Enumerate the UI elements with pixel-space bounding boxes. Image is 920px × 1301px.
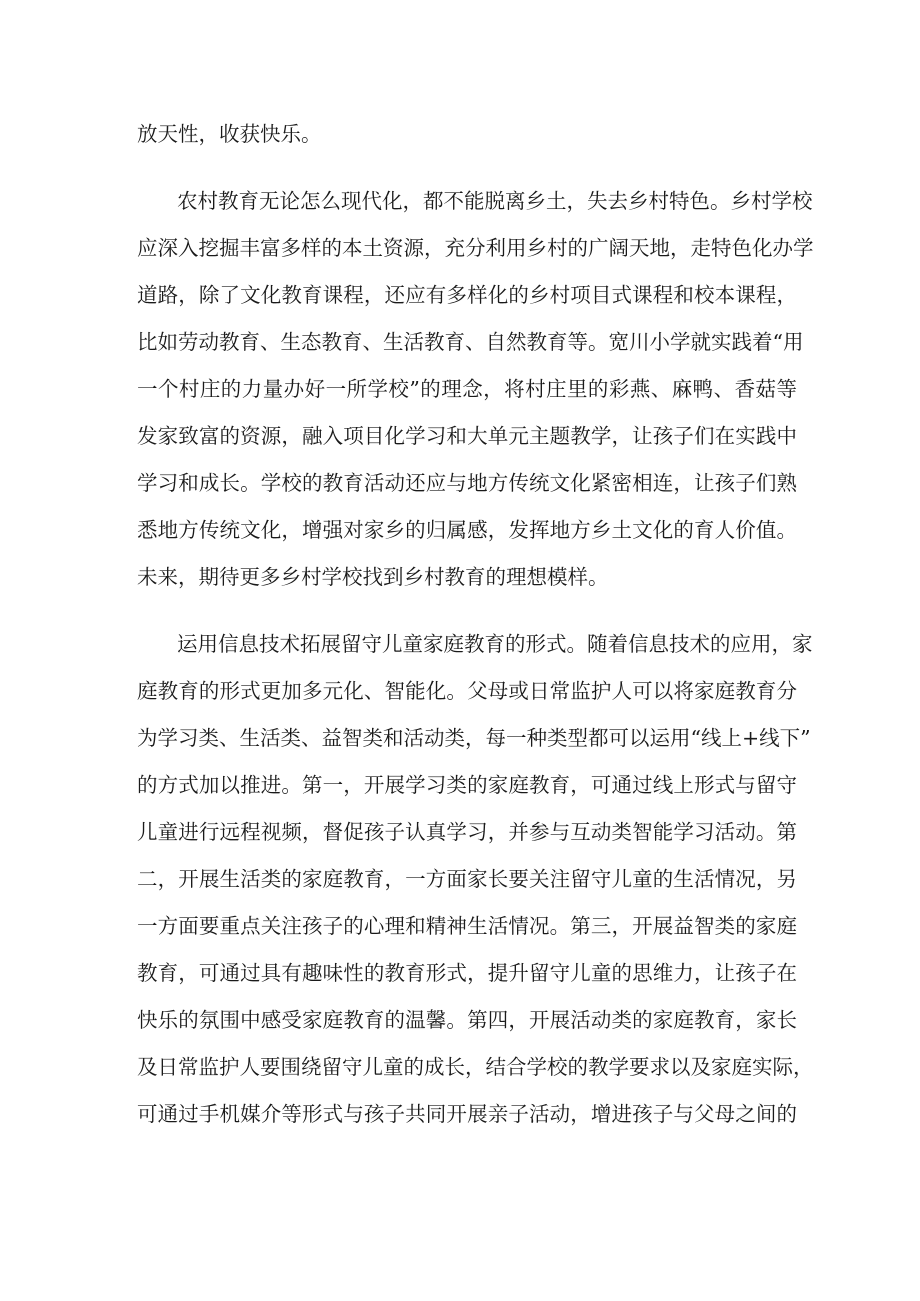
text-line: 二，开展生活类的家庭教育，一方面家长要关注留守儿童的生活情况，另 [137, 867, 797, 891]
text-line: 发家致富的资源，融入项目化学习和大单元主题教学，让孩子们在实践中 [137, 424, 797, 448]
text-line: 学习和成长。学校的教育活动还应与地方传统文化紧密相连，让孩子们熟 [137, 471, 797, 495]
text-line: 可通过手机媒介等形式与孩子共同开展亲子活动，增进孩子与父母之间的 [137, 1102, 797, 1126]
text-line: 农村教育无论怎么现代化，都不能脱离乡土，失去乡村特色。乡村学校 [177, 189, 813, 213]
text-line: 儿童进行远程视频，督促孩子认真学习，并参与互动类智能学习活动。第 [137, 820, 797, 844]
text-line: 的方式加以推进。第一，开展学习类的家庭教育，可通过线上形式与留守 [137, 773, 797, 797]
text-line: 一方面要重点关注孩子的心理和精神生活情况。第三，开展益智类的家庭 [137, 914, 797, 938]
text-line: 教育，可通过具有趣味性的教育形式，提升留守儿童的思维力，让孩子在 [137, 961, 797, 985]
text-line: 运用信息技术拓展留守儿童家庭教育的形式。随着信息技术的应用，家 [177, 632, 813, 656]
text-line: 未来，期待更多乡村学校找到乡村教育的理想模样。 [137, 565, 609, 589]
text-line: 庭教育的形式更加多元化、智能化。父母或日常监护人可以将家庭教育分 [137, 679, 797, 703]
text-line: 比如劳动教育、生态教育、生活教育、自然教育等。宽川小学就实践着“用 [137, 330, 804, 354]
text-line: 放天性，收获快乐。 [137, 122, 322, 146]
text-line: 应深入挖掘丰富多样的本土资源，充分利用乡村的广阔天地，走特色化办学 [137, 236, 814, 260]
text-line: 快乐的氛围中感受家庭教育的温馨。第四，开展活动类的家庭教育，家长 [137, 1008, 797, 1032]
text-line: 悉地方传统文化，增强对家乡的归属感，发挥地方乡土文化的育人价值。 [137, 518, 797, 542]
text-line: 一个村庄的力量办好一所学校”的理念，将村庄里的彩燕、麻鸭、香菇等 [137, 377, 797, 401]
text-line: 道路，除了文化教育课程，还应有多样化的乡村项目式课程和校本课程， [137, 283, 797, 307]
text-line: 为学习类、生活类、益智类和活动类，每一种类型都可以运用“线上+线下” [137, 726, 811, 750]
text-line: 及日常监护人要围绕留守儿童的成长，结合学校的教学要求以及家庭实际， [137, 1055, 814, 1079]
